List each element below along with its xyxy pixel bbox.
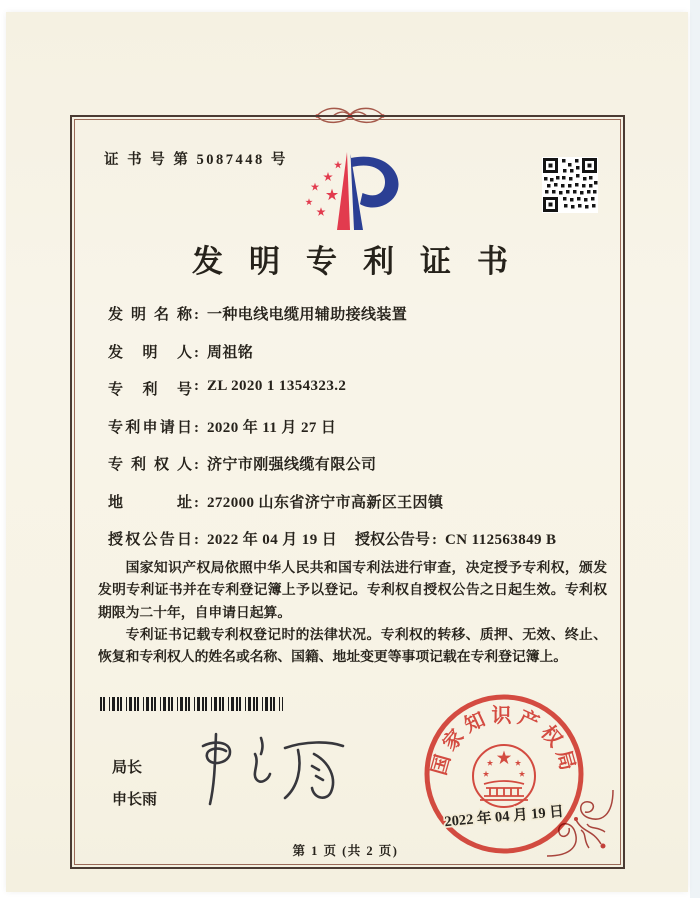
cnipa-logo-icon bbox=[288, 146, 406, 238]
field-row-grant bbox=[108, 528, 598, 551]
field-value: CN 112563849 B bbox=[445, 532, 557, 548]
national-emblem bbox=[473, 745, 535, 807]
field-label: 地址 bbox=[108, 494, 192, 511]
seal-date: 2022 年 04 月 19 日 bbox=[443, 803, 565, 831]
field-label: 授权公告日 bbox=[108, 532, 192, 548]
field-value: 一种电线电缆用辅助接线装置 bbox=[207, 307, 408, 323]
grant-number-group bbox=[355, 528, 556, 549]
barcode-icon bbox=[100, 697, 283, 711]
field-row-application-date bbox=[108, 416, 598, 439]
field-label: 发明人 bbox=[108, 344, 192, 361]
field-row-invention-name bbox=[108, 303, 598, 326]
field-colon: : bbox=[432, 532, 438, 548]
field-value: 2020 年 11 月 27 日 bbox=[207, 419, 337, 436]
director-title: 局长 bbox=[112, 760, 143, 776]
official-seal-icon bbox=[418, 688, 590, 860]
field-colon: : bbox=[194, 344, 199, 361]
field-colon: : bbox=[194, 494, 199, 511]
field-label: 授权公告号 bbox=[355, 532, 431, 548]
scan-edge-strip bbox=[690, 0, 700, 898]
field-label: 专利申请日 bbox=[108, 419, 192, 436]
certificate-number: 证 书 号 第 5087448 号 bbox=[104, 152, 288, 168]
field-colon: : bbox=[194, 532, 199, 548]
seal-arc-text: 国家知识产权局 bbox=[428, 704, 580, 778]
field-value: 272000 山东省济宁市高新区王因镇 bbox=[207, 494, 444, 511]
director-name: 申长雨 bbox=[112, 792, 158, 808]
field-label: 专利权人 bbox=[108, 457, 192, 473]
certificate-fields bbox=[108, 303, 598, 566]
certificate-title: 发明专利证书 bbox=[192, 244, 534, 279]
page-number: 第 1 页 (共 2 页) bbox=[292, 844, 399, 858]
field-colon: : bbox=[194, 457, 199, 473]
field-value: ZL 2020 1 1354323.2 bbox=[207, 378, 347, 394]
field-label: 发明名称 bbox=[108, 307, 192, 323]
field-value: 2022 年 04 月 19 日 bbox=[207, 532, 338, 548]
field-row-address bbox=[108, 491, 598, 514]
field-colon: : bbox=[194, 378, 199, 394]
field-row-inventor bbox=[108, 341, 598, 364]
field-value: 周祖铭 bbox=[207, 344, 254, 361]
field-label: 专利号 bbox=[108, 382, 192, 398]
director-signature-icon bbox=[185, 730, 360, 815]
field-value: 济宁市刚强线缆有限公司 bbox=[207, 457, 377, 473]
legal-notice bbox=[98, 557, 607, 669]
qr-code-icon bbox=[542, 157, 598, 213]
field-colon: : bbox=[194, 419, 199, 436]
field-colon: : bbox=[194, 307, 199, 323]
notice-paragraph-1: 国家知识产权局依照中华人民共和国专利法进行审查，决定授予专利权，颁发发明专利证书并在专利登记簿上予以登记。专利权自授权公告之日起生效。专利权期限为二十年，自申请日起算。 bbox=[98, 560, 607, 620]
field-row-patentee bbox=[108, 453, 598, 476]
field-row-patent-number bbox=[108, 378, 598, 401]
svg-text:国家知识产权局 bbox=[427, 704, 580, 778]
notice-paragraph-2: 专利证书记载专利权登记时的法律状况。专利权的转移、质押、无效、终止、恢复和专利权人的姓名或名称、国籍、地址变更等事项记载在专利登记簿上。 bbox=[98, 627, 607, 665]
